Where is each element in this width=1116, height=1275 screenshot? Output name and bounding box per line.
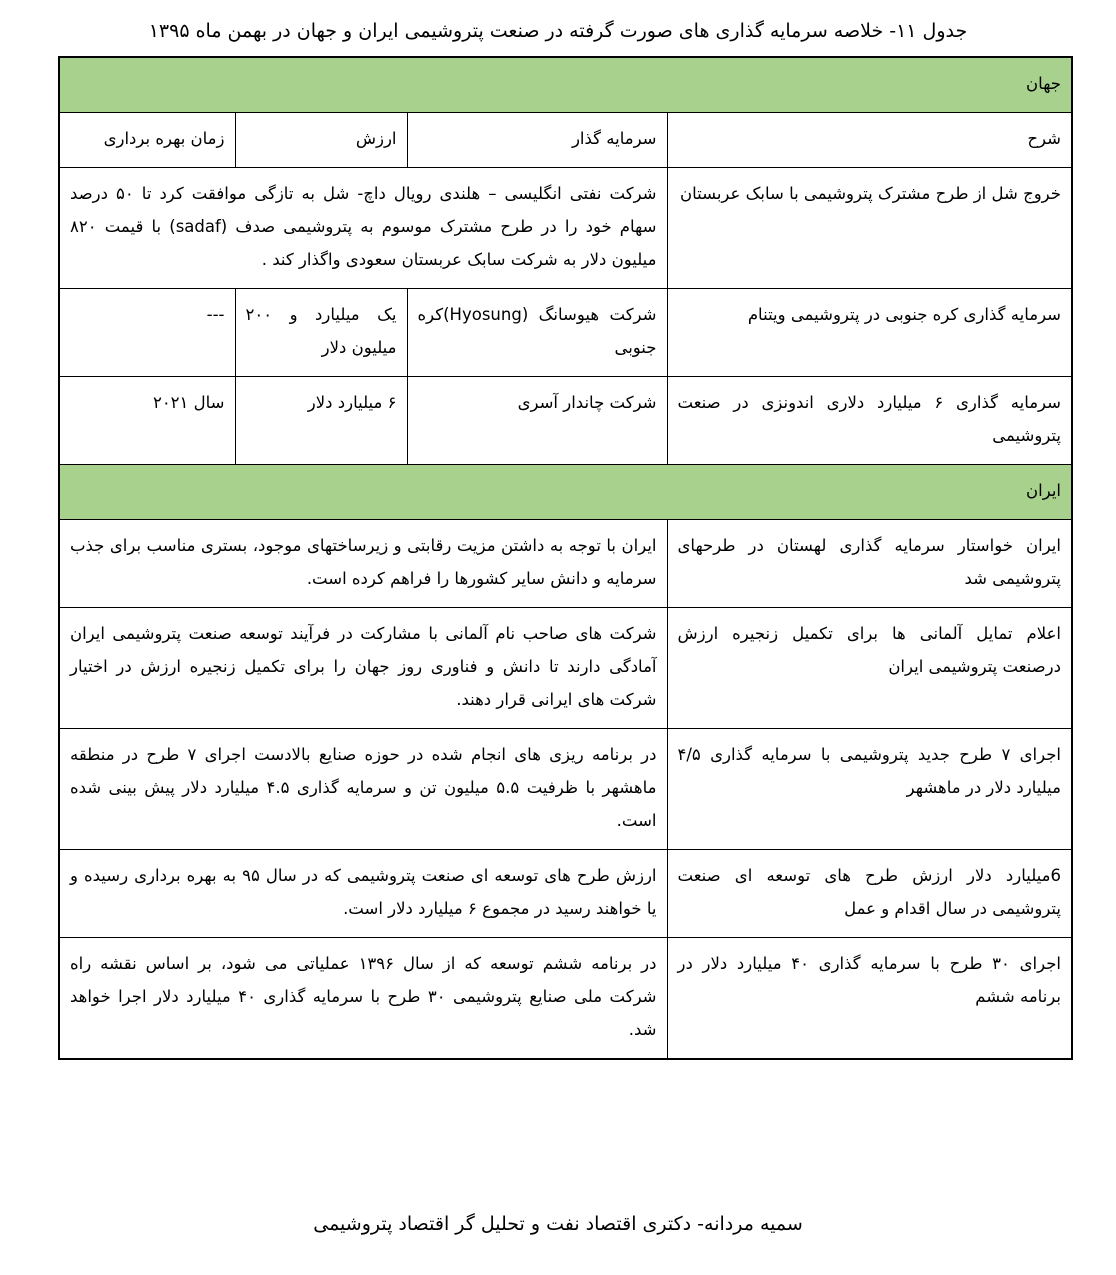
table-row	[59, 849, 1072, 937]
table-row	[59, 607, 1072, 728]
section-label-world: جهان	[59, 57, 1072, 113]
cell-description: خروج شل از طرح مشترک پتروشیمی با سابک عربستان	[667, 167, 1072, 288]
column-header-value: ارزش	[235, 112, 407, 167]
cell-description: اجرای ۳۰ طرح با سرمایه گذاری ۴۰ میلیارد دلار در برنامه ششم	[667, 937, 1072, 1059]
cell-description: 6میلیارد دلار ارزش طرح های توسعه ای صنعت پتروشیمی در سال اقدام و عمل	[667, 849, 1072, 937]
column-header-description: شرح	[667, 112, 1072, 167]
cell-operation-time: ---	[59, 288, 235, 376]
cell-investor: شرکت نفتی انگلیسی – هلندی رویال داچ- شل به تازگی موافقت کرد تا ۵۰ درصد سهام خود را در طرح مشترک موسوم به پتروشیمی صدف (sadaf) با قیمت ۸۲۰ میلیون دلار به شرکت سابک عربستان سعودی واگذار کند .	[59, 167, 667, 288]
cell-description: سرمایه گذاری کره جنوبی در پتروشیمی ویتنام	[667, 288, 1072, 376]
column-header-operation-time: زمان بهره برداری	[59, 112, 235, 167]
cell-description: اجرای ۷ طرح جدید پتروشیمی با سرمایه گذاری ۴/۵ میلیارد دلار در ماهشهر	[667, 728, 1072, 849]
cell-description: اعلام تمایل آلمانی ها برای تکمیل زنجیره ارزش درصنعت پتروشیمی ایران	[667, 607, 1072, 728]
cell-value: یک میلیارد و ۲۰۰ میلیون دلار	[235, 288, 407, 376]
table-row	[59, 937, 1072, 1059]
cell-description: ایران خواستار سرمایه گذاری لهستان در طرحهای پتروشیمی شد	[667, 519, 1072, 607]
investment-summary-table	[58, 56, 1073, 1060]
table-container	[60, 56, 1073, 1060]
cell-value: ۶ میلیارد دلار	[235, 376, 407, 464]
section-label-iran: ایران	[59, 464, 1072, 519]
column-header-row	[59, 112, 1072, 167]
cell-investor: در برنامه ششم توسعه که از سال ۱۳۹۶ عملیاتی می شود، بر اساس نقشه راه شرکت ملی صنایع پتروشیمی ۳۰ طرح با سرمایه گذاری ۴۰ میلیارد دلار اجرا خواهد شد.	[59, 937, 667, 1059]
cell-investor: در برنامه ریزی های انجام شده در حوزه صنایع بالادست اجرای ۷ طرح در منطقه ماهشهر با ظرفیت ۵.۵ میلیون تن و سرمایه گذاری ۴.۵ میلیارد دلار پیش بینی شده است.	[59, 728, 667, 849]
table-row	[59, 728, 1072, 849]
section-header-iran	[59, 464, 1072, 519]
cell-investor: ارزش طرح های توسعه ای صنعت پتروشیمی که در سال ۹۵ به بهره برداری رسیده و یا خواهند رسید در مجموع ۶ میلیارد دلار است.	[59, 849, 667, 937]
table-row	[59, 288, 1072, 376]
table-row	[59, 167, 1072, 288]
cell-investor: شرکت هیوسانگ (Hyosung)کره جنوبی	[407, 288, 667, 376]
column-header-investor: سرمایه گذار	[407, 112, 667, 167]
cell-operation-time: سال ۲۰۲۱	[59, 376, 235, 464]
cell-investor: ایران با توجه به داشتن مزیت رقابتی و زیرساختهای موجود، بستری مناسب برای جذب سرمایه و دانش سایر کشورها را فراهم کرده است.	[59, 519, 667, 607]
cell-investor: شرکت های صاحب نام آلمانی با مشارکت در فرآیند توسعه صنعت پتروشیمی ایران آمادگی دارند تا دانش و فناوری روز جهان را برای تکمیل زنجیره ارزش در اختیار شرکت های ایرانی قرار دهند.	[59, 607, 667, 728]
table-row	[59, 376, 1072, 464]
author-credit: سمیه مردانه- دکتری اقتصاد نفت و تحلیل گر اقتصاد پتروشیمی	[313, 1213, 803, 1235]
cell-investor: شرکت چاندار آسری	[407, 376, 667, 464]
cell-description: سرمایه گذاری ۶ میلیارد دلاری اندونزی در صنعت پتروشیمی	[667, 376, 1072, 464]
page-title: جدول ۱۱- خلاصه سرمایه گذاری های صورت گرفته در صنعت پتروشیمی ایران و جهان در بهمن ماه ۱۳۹۵	[148, 20, 968, 42]
section-header-world	[59, 57, 1072, 113]
table-row	[59, 519, 1072, 607]
